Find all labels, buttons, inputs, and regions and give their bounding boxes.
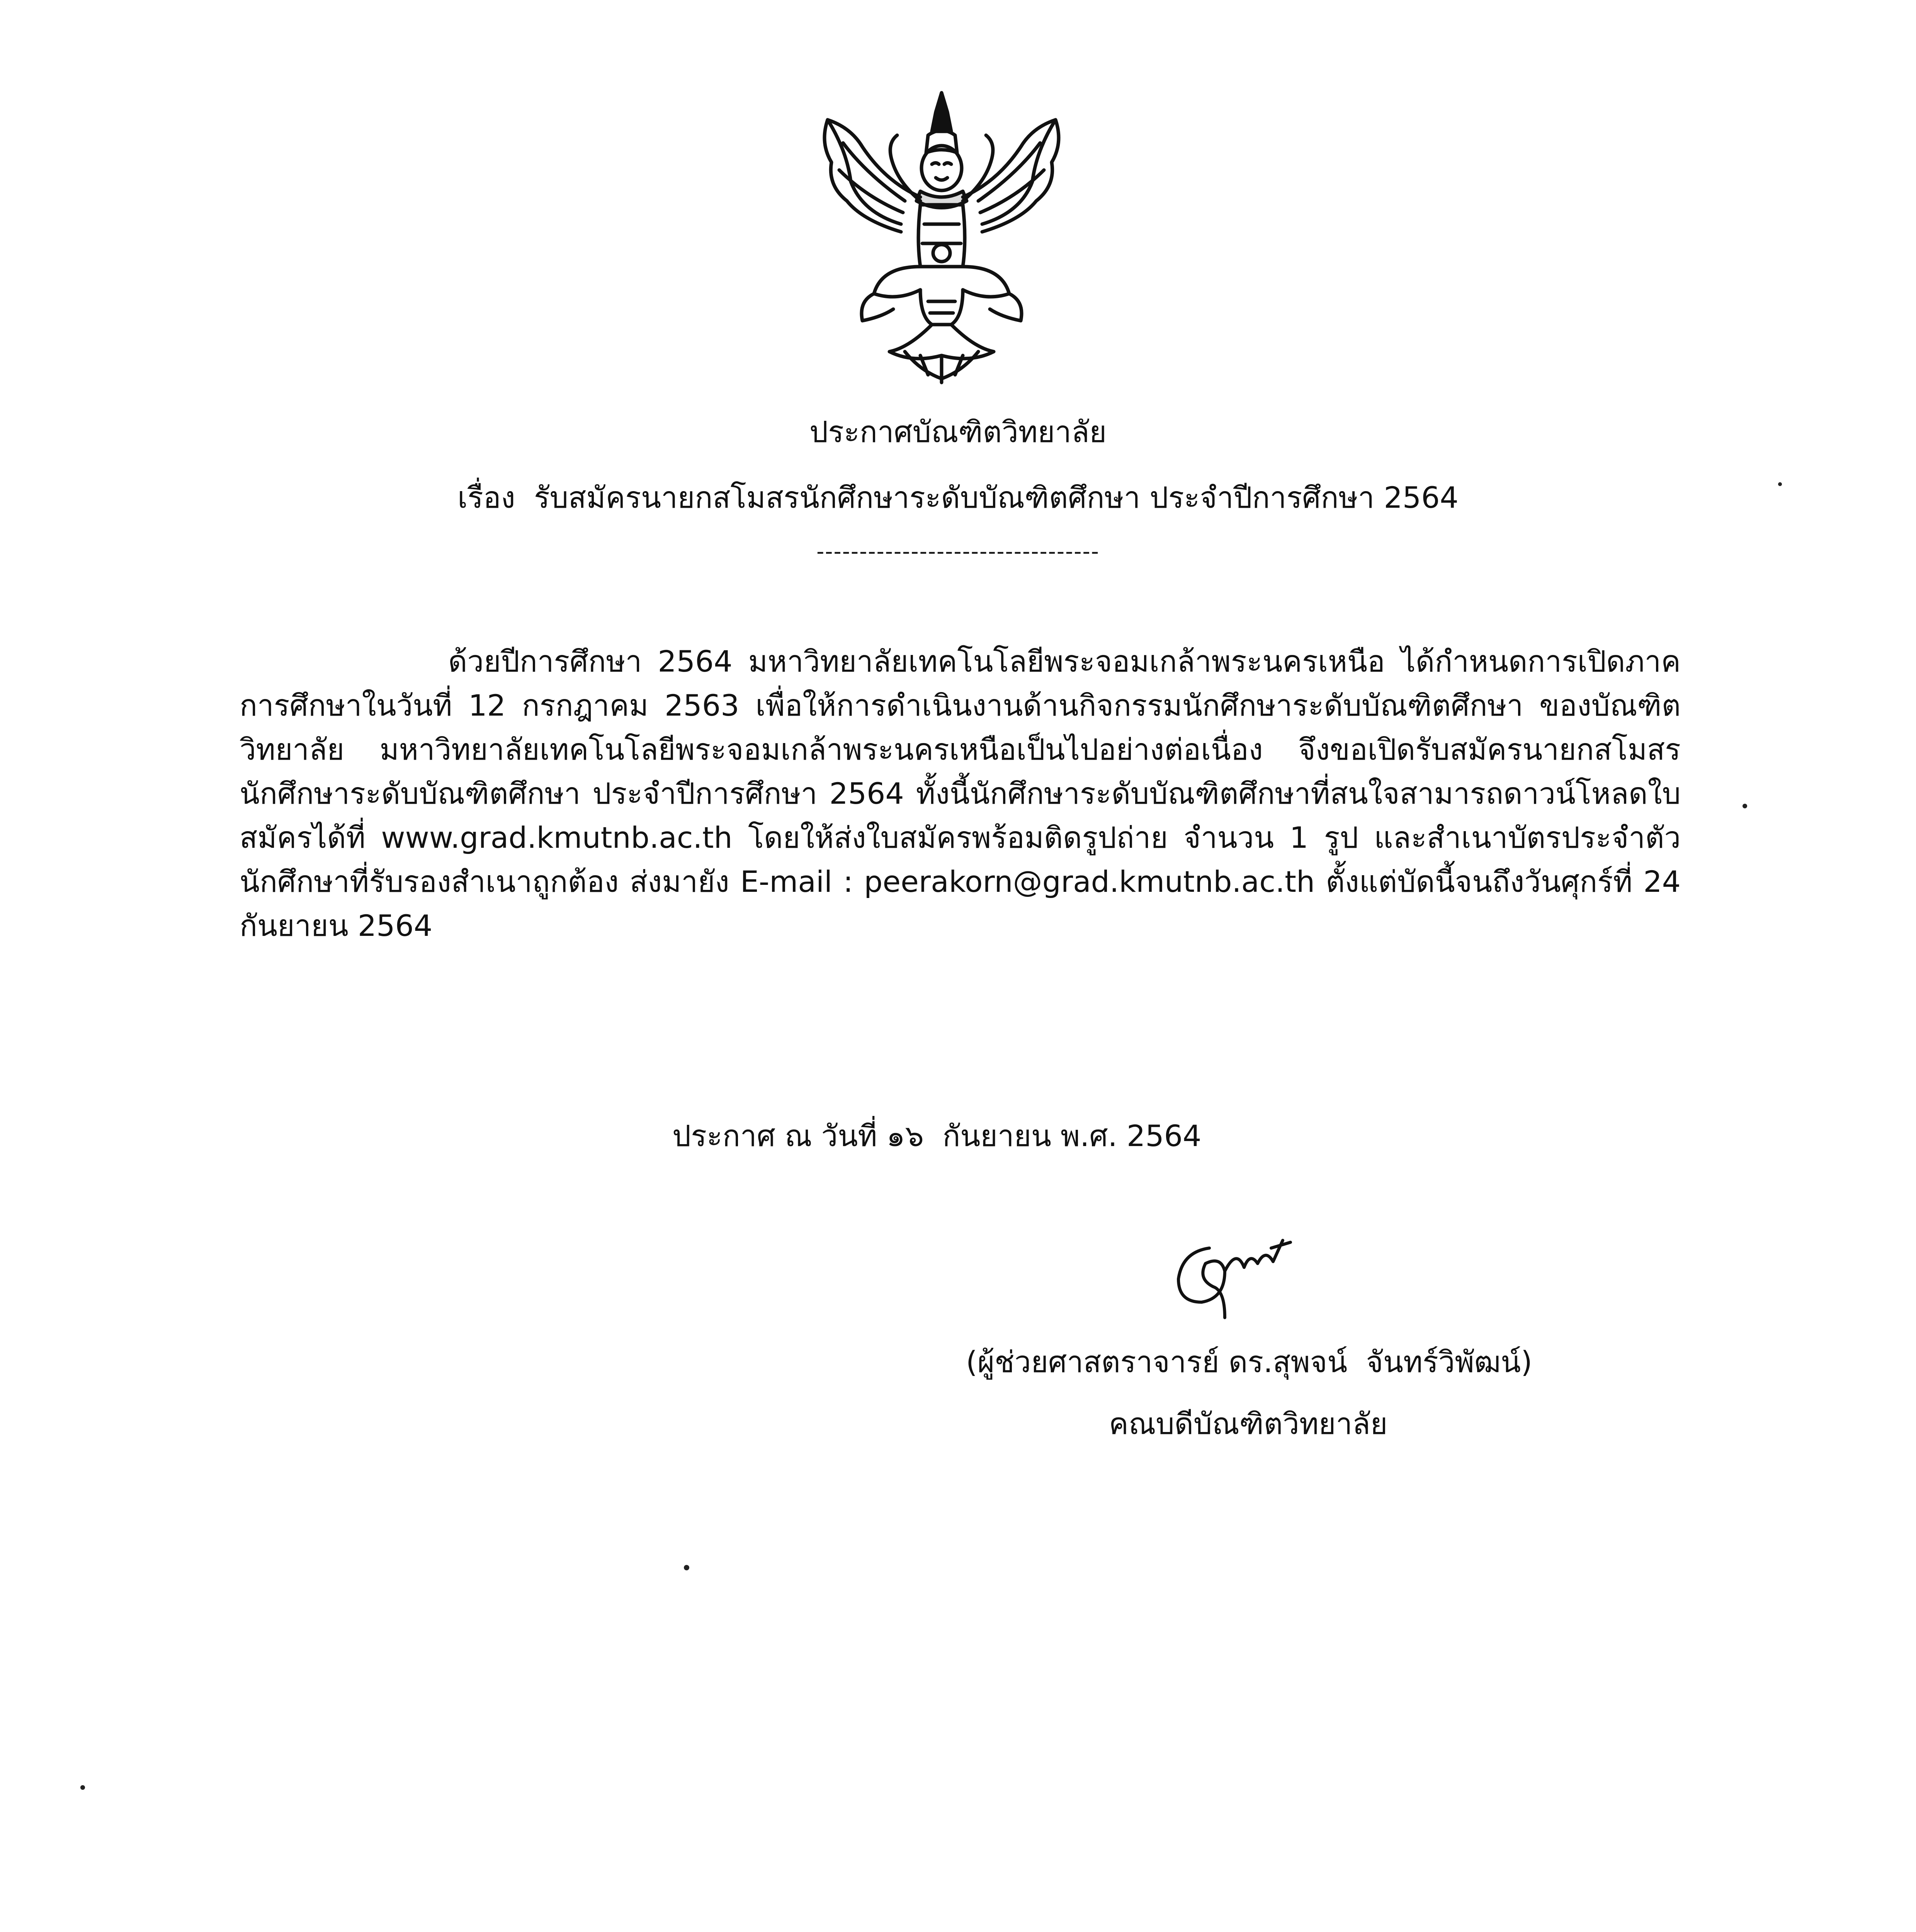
issuer-title: ประกาศบัณฑิตวิทยาลัย <box>809 415 1107 449</box>
signatory-name: (ผู้ช่วยศาสตราจารย์ ดร.สุพจน์ จันทร์วิพัฒน์) <box>966 1345 1532 1379</box>
scan-speck <box>684 1565 689 1570</box>
handwritten-signature <box>1167 1225 1314 1333</box>
scan-speck <box>1743 804 1747 808</box>
announcement-body <box>240 639 1681 948</box>
divider-line: --------------------------------- <box>816 539 1100 564</box>
announcement-date: ประกาศ ณ วันที่ ๑๖ กันยายน พ.ศ. 2564 <box>672 1119 1202 1153</box>
scan-speck <box>1778 482 1782 486</box>
announcement-subject: เรื่อง รับสมัครนายกสโมสรนักศึกษาระดับบัณฑิตศึกษา ประจำปีการศึกษา 2564 <box>457 480 1459 515</box>
signatory-position: คณบดีบัณฑิตวิทยาลัย <box>1109 1406 1388 1441</box>
scan-speck <box>80 1785 85 1790</box>
garuda-emblem <box>804 85 1079 390</box>
body-paragraph: ด้วยปีการศึกษา 2564 มหาวิทยาลัยเทคโนโลยีพระจอมเกล้าพระนครเหนือ ได้กำหนดการเปิดภาคการศึกษาในวันที่ 12 กรกฎาคม 2563 เพื่อให้การดำเนินงานด้านกิจกรรมนักศึกษาระดับบัณฑิตศึกษา ของบัณฑิตวิทยาลัย มหาวิทยาลัยเทคโนโลยีพระจอมเกล้าพระนครเหนือเป็นไปอย่างต่อเนื่อง จึงขอเปิดรับสมัครนายกสโมสรนักศึกษาระดับบัณฑิตศึกษา ประจำปีการศึกษา 2564 ทั้งนี้นักศึกษาระดับบัณฑิตศึกษาที่สนใจสามารถดาวน์โหลดใบสมัครได้ที่ www.grad.kmutnb.ac.th โดยให้ส่งใบสมัครพร้อมติดรูปถ่าย จำนวน 1 รูป และสำเนาบัตรประจำตัวนักศึกษาที่รับรองสำเนาถูกต้อง ส่งมายัง E-mail : peerakorn@grad.kmutnb.ac.th ตั้งแต่บัดนี้จนถึงวันศุกร์ที่ 24 กันยายน 2564 <box>240 644 1681 943</box>
